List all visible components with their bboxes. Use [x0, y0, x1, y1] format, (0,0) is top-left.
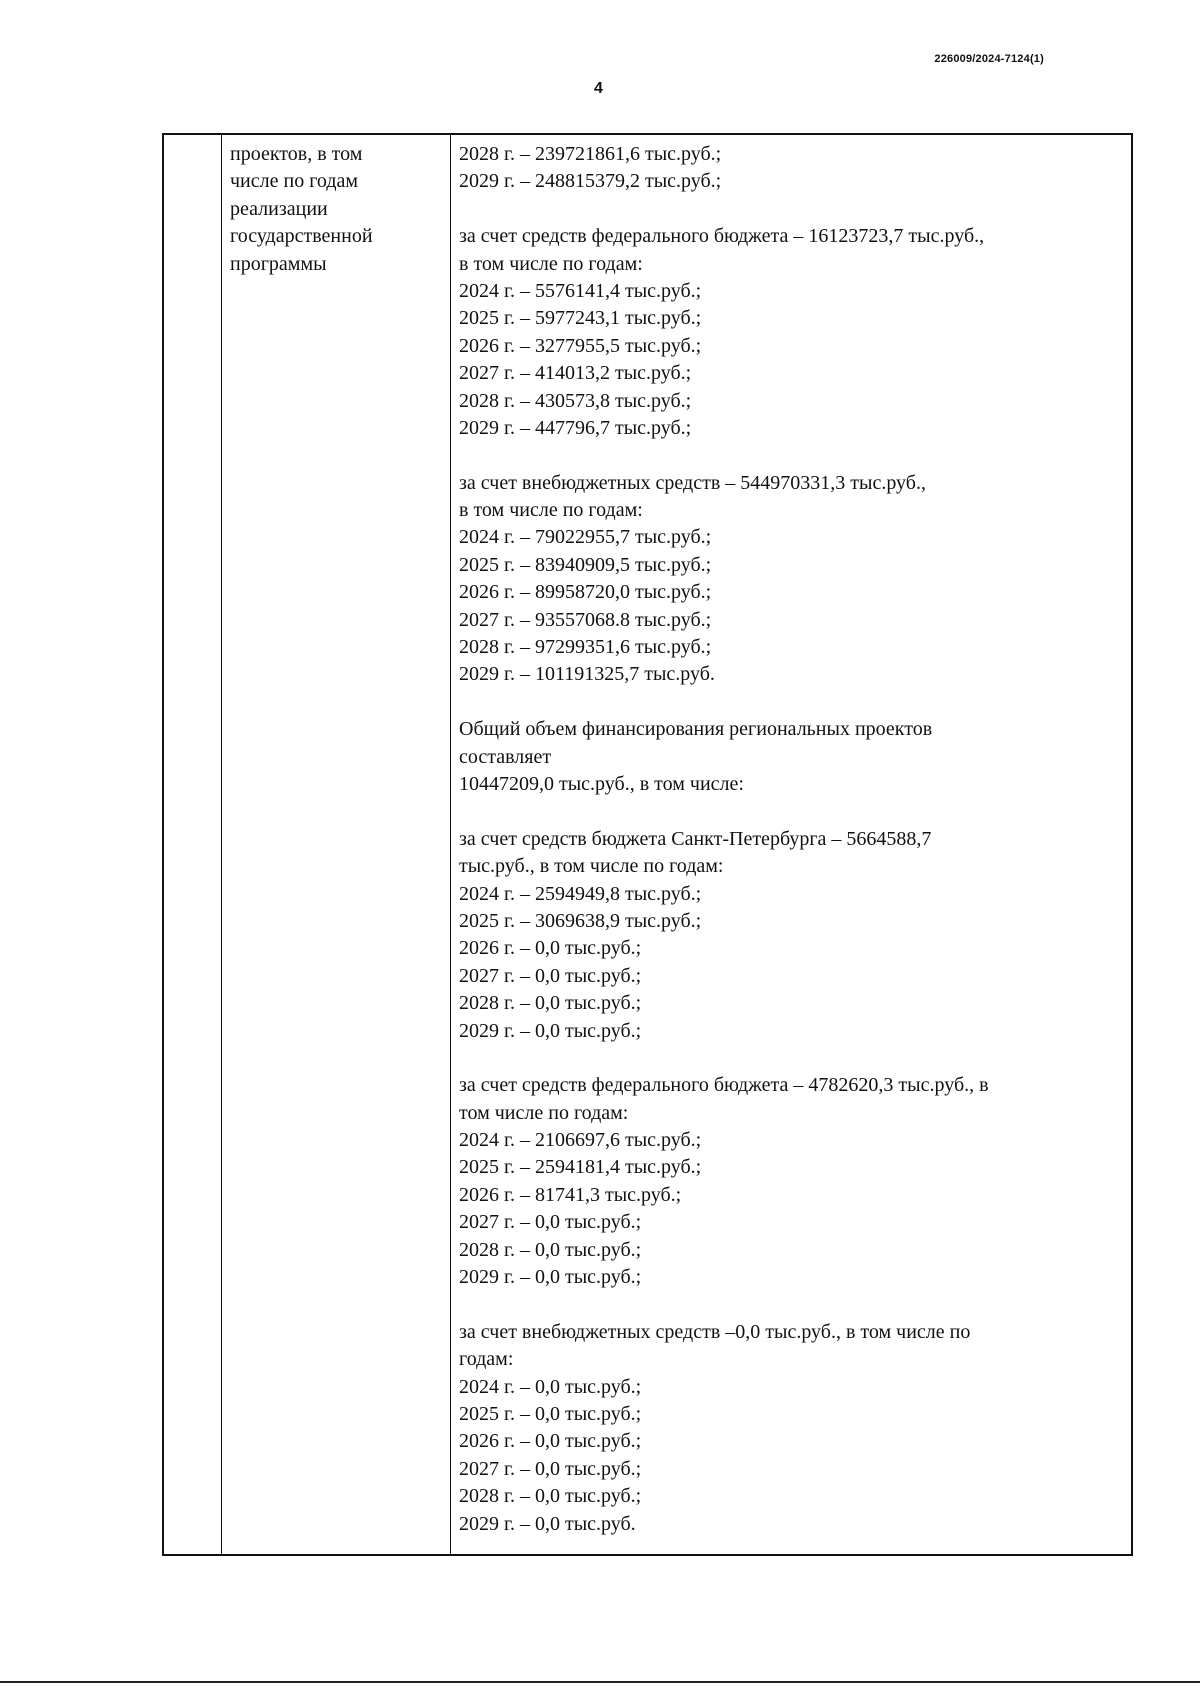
funding-text-line: тыс.руб., в том числе по годам: [459, 855, 724, 878]
funding-text-line: 2026 г. – 0,0 тыс.руб.; [459, 937, 642, 960]
funding-text-line: 2029 г. – 248815379,2 тыс.руб.; [459, 170, 722, 193]
funding-text-line: 2024 г. – 5576141,4 тыс.руб.; [459, 279, 702, 302]
column-divider-2 [450, 135, 451, 1554]
passport-table [162, 133, 1133, 1556]
funding-text-line: за счет средств федерального бюджета – 16123723,7 тыс.руб., [459, 225, 985, 248]
funding-text-line: 2026 г. – 81741,3 тыс.руб.; [459, 1183, 682, 1206]
funding-text-line: 2026 г. – 3277955,5 тыс.руб.; [459, 334, 702, 357]
funding-text-line: 2027 г. – 0,0 тыс.руб.; [459, 964, 642, 987]
funding-text-line: 2027 г. – 0,0 тыс.руб.; [459, 1211, 642, 1234]
funding-text-line: 2024 г. – 0,0 тыс.руб.; [459, 1375, 642, 1398]
blank-line [459, 1291, 1129, 1318]
funding-text-line: за счет средств федерального бюджета – 4782620,3 тыс.руб., в [459, 1074, 989, 1097]
funding-text-line: 2024 г. – 2106697,6 тыс.руб.; [459, 1129, 702, 1152]
column-divider-1 [221, 135, 222, 1554]
funding-text-line: 2027 г. – 414013,2 тыс.руб.; [459, 362, 692, 385]
document-number: 226009/2024-7124(1) [934, 53, 1044, 65]
funding-text-line: 2025 г. – 3069638,9 тыс.руб.; [459, 909, 702, 932]
parameter-label-line: реализации [230, 197, 328, 220]
funding-text-line: 2028 г. – 97299351,6 тыс.руб.; [459, 636, 712, 659]
funding-text-line: за счет внебюджетных средств – 544970331,3 тыс.руб., [459, 471, 926, 494]
funding-text-line: 2027 г. – 0,0 тыс.руб.; [459, 1457, 642, 1480]
funding-text-line: 2028 г. – 430573,8 тыс.руб.; [459, 389, 692, 412]
blank-line [459, 798, 1129, 825]
blank-line [459, 1045, 1129, 1072]
funding-text-line: 2025 г. – 83940909,5 тыс.руб.; [459, 553, 712, 576]
funding-text-line: 2025 г. – 2594181,4 тыс.руб.; [459, 1156, 702, 1179]
funding-text-line: 2028 г. – 239721861,6 тыс.руб.; [459, 143, 722, 165]
funding-text-line: 2026 г. – 89958720,0 тыс.руб.; [459, 581, 712, 604]
funding-text-line: 2027 г. – 93557068.8 тыс.руб.; [459, 608, 712, 631]
blank-line [459, 689, 1129, 716]
funding-text-line: в том числе по годам: [459, 499, 643, 522]
funding-text-line: 2029 г. – 447796,7 тыс.руб.; [459, 416, 692, 439]
funding-text-line: 10447209,0 тыс.руб., в том числе: [459, 772, 744, 795]
funding-text-line: том числе по годам: [459, 1101, 629, 1124]
funding-text-line: 2026 г. – 0,0 тыс.руб.; [459, 1430, 642, 1453]
funding-text-line: 2028 г. – 0,0 тыс.руб.; [459, 1485, 642, 1508]
blank-line [459, 442, 1129, 469]
page-number: 4 [594, 80, 603, 97]
funding-text-line: 2029 г. – 101191325,7 тыс.руб. [459, 663, 715, 686]
funding-text-line: за счет средств бюджета Санкт-Петербурга – 5664588,7 [459, 827, 932, 850]
blank-line [459, 196, 1129, 223]
funding-text-line: за счет внебюджетных средств –0,0 тыс.руб., в том числе по [459, 1320, 971, 1343]
funding-text-line: 2029 г. – 0,0 тыс.руб.; [459, 1266, 642, 1289]
funding-text-line: составляет [459, 745, 552, 768]
funding-text-line: 2024 г. – 79022955,7 тыс.руб.; [459, 526, 712, 549]
parameter-name-cell [230, 141, 445, 278]
funding-text-line: 2029 г. – 0,0 тыс.руб. [459, 1512, 636, 1535]
funding-text-line: 2029 г. – 0,0 тыс.руб.; [459, 1019, 642, 1042]
funding-text-line: 2028 г. – 0,0 тыс.руб.; [459, 992, 642, 1015]
funding-text-line: 2028 г. – 0,0 тыс.руб.; [459, 1238, 642, 1261]
funding-text-line: Общий объем финансирования региональных проектов [459, 718, 933, 741]
parameter-label-line: проектов, в том [230, 143, 363, 165]
funding-text-line: годам: [459, 1348, 514, 1371]
parameter-label-line: числе по годам [230, 170, 359, 193]
funding-text-line: 2025 г. – 5977243,1 тыс.руб.; [459, 307, 702, 330]
parameter-label-line: программы [230, 252, 327, 275]
parameter-label-line: государственной [230, 225, 373, 248]
funding-text-line: в том числе по годам: [459, 252, 643, 275]
page-bottom-rule [0, 1681, 1200, 1683]
funding-text-line: 2024 г. – 2594949,8 тыс.руб.; [459, 882, 702, 905]
funding-text-line: 2025 г. – 0,0 тыс.руб.; [459, 1402, 642, 1425]
funding-values-cell [459, 141, 1129, 1538]
